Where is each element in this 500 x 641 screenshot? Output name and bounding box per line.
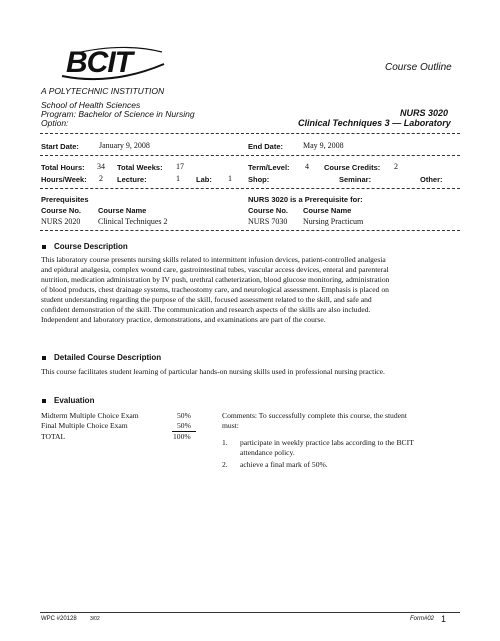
- page-number: 1: [441, 614, 447, 624]
- total-hours-value: 34: [97, 162, 105, 171]
- requirement-number: 1.: [222, 438, 228, 447]
- detailed-description-text: This course facilitates student learning of particular hands-on nursing skills used in professional nursing practice.: [41, 367, 385, 376]
- lecture-value: 1: [176, 174, 180, 183]
- comments-line: Comments: To successfully complete this course, the student: [222, 411, 407, 420]
- prereq-no: NURS 2020: [41, 217, 81, 226]
- course-code: NURS 3020: [400, 108, 449, 118]
- detailed-description-title: Detailed Course Description: [54, 353, 162, 362]
- end-date-value: May 9, 2008: [303, 141, 344, 150]
- header-divider: [40, 133, 460, 134]
- course-description-text: [41, 255, 461, 325]
- lab-label: Lab:: [196, 175, 212, 184]
- end-date-label: End Date:: [248, 142, 284, 151]
- school: School of Health Sciences: [41, 100, 141, 110]
- logo-text: BCIT: [66, 46, 132, 79]
- evaluation-title: Evaluation: [54, 396, 95, 405]
- eval-row-label: Midterm Multiple Choice Exam: [41, 411, 139, 420]
- is-prereq-col-name: Course Name: [303, 206, 352, 215]
- total-weeks-label: Total Weeks:: [117, 163, 163, 172]
- description-line: student understanding regarding the purpose of the skill, focused assessment related to the skill, and safe and: [41, 295, 372, 304]
- prereq-name: Clinical Techniques 2: [98, 217, 168, 226]
- prereq-col-no: Course No.: [41, 206, 82, 215]
- footer-doc-id: WPC #20128: [41, 616, 77, 622]
- bullet-square-icon: [42, 399, 46, 403]
- description-line: nutrition, medication administration by IV push, urethral catheterization, blood glucose monitoring, administration: [41, 275, 390, 284]
- term-value: 4: [305, 162, 309, 171]
- description-line: of blood products, chest drainage systems, tracheostomy care, and neurological assessment. Emphasis is placed on: [41, 285, 389, 294]
- eval-row-label: Final Multiple Choice Exam: [41, 421, 128, 430]
- is-prereq-col-no: Course No.: [248, 206, 289, 215]
- tagline: A POLYTECHNIC INSTITUTION: [41, 86, 165, 96]
- requirement-number: 2.: [222, 460, 228, 469]
- lecture-label: Lecture:: [117, 175, 147, 184]
- doc-type: Course Outline: [385, 62, 452, 73]
- footer-form: Form#02: [410, 616, 435, 622]
- footer-revision: 3/02: [90, 616, 100, 622]
- prereq-col-name: Course Name: [98, 206, 147, 215]
- bullet-square-icon: [42, 245, 46, 249]
- eval-row-label: TOTAL: [41, 432, 66, 441]
- comments-line: must:: [222, 421, 239, 430]
- hours-divider: [40, 188, 460, 189]
- is-prereq-no: NURS 7030: [248, 217, 288, 226]
- credits-label: Course Credits:: [324, 163, 381, 172]
- description-line: and epidural analgesia, complex wound care, gastrointestinal tubes, vascular access devices, enteral and parenteral: [41, 265, 389, 274]
- hours-week-value: 2: [99, 174, 103, 183]
- description-line: This laboratory course presents nursing skills related to intermittent infusion devices, patient-controlled analgesia: [41, 255, 386, 264]
- other-label: Other:: [420, 175, 443, 184]
- description-line: confident demonstration of the skill. The communication and research aspects of the skills are also included.: [41, 305, 371, 314]
- prereq-divider: [40, 230, 460, 231]
- bullet-square-icon: [42, 356, 46, 360]
- hours-week-label: Hours/Week:: [41, 175, 87, 184]
- eval-row-value: 50%: [177, 421, 191, 430]
- eval-row-value: 100%: [173, 432, 191, 441]
- total-hours-label: Total Hours:: [41, 163, 85, 172]
- bcit-logo: [52, 42, 172, 86]
- requirement-text: attendance policy.: [240, 448, 295, 457]
- dates-divider: [40, 155, 460, 156]
- course-description-title: Course Description: [54, 242, 128, 251]
- requirement-text: achieve a final mark of 50%.: [240, 460, 328, 469]
- course-title: Clinical Techniques 3 — Laboratory: [298, 118, 451, 128]
- eval-row-value: 50%: [177, 411, 191, 420]
- program: Program: Bachelor of Science in Nursing: [41, 109, 195, 119]
- credits-value: 2: [394, 162, 398, 171]
- shop-label: Shop:: [248, 175, 270, 184]
- start-date-label: Start Date:: [41, 142, 79, 151]
- requirement-text: participate in weekly practice labs according to the BCIT: [240, 438, 414, 447]
- option: Option:: [41, 118, 69, 128]
- term-label: Term/Level:: [248, 163, 290, 172]
- total-weeks-value: 17: [176, 162, 184, 171]
- seminar-label: Seminar:: [339, 175, 372, 184]
- is-prereq-name: Nursing Practicum: [303, 217, 364, 226]
- description-line: Independent and laboratory practice, demonstrations, and examinations are part of the course.: [41, 315, 326, 324]
- prereq-title: Prerequisites: [41, 195, 89, 204]
- is-prereq-title: NURS 3020 is a Prerequisite for:: [248, 195, 363, 204]
- footer-divider: [40, 612, 460, 613]
- lab-value: 1: [228, 174, 232, 183]
- start-date-value: January 9, 2008: [99, 141, 150, 150]
